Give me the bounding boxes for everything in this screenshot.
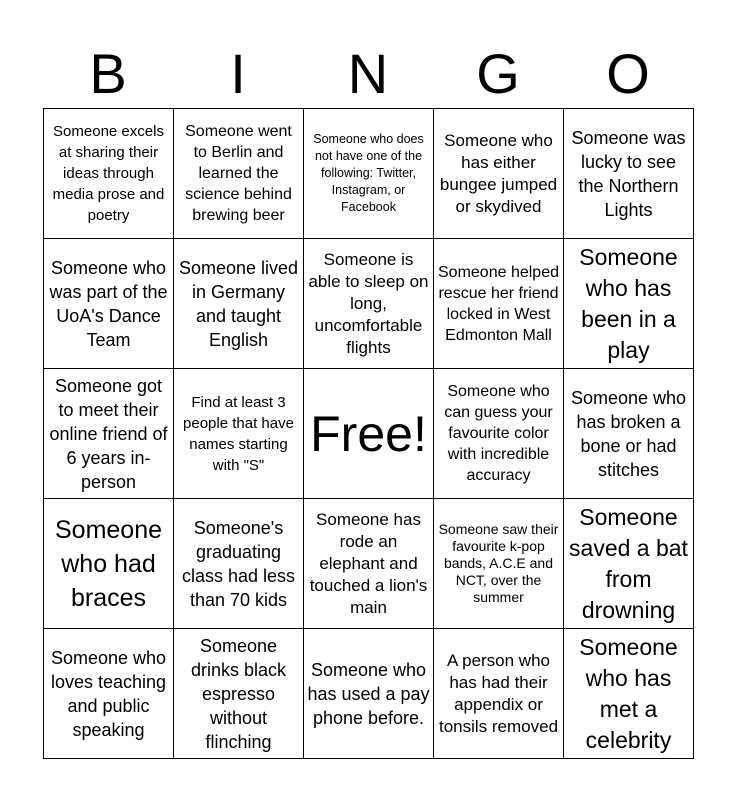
cell-text: Someone who can guess your favourite color with incredible accuracy	[444, 383, 553, 484]
cell-text: Someone saved a bat from drowning	[569, 503, 688, 623]
header-letter-i: I	[230, 42, 246, 105]
bingo-cell-r1-c1[interactable]	[43, 108, 174, 239]
bingo-cell-r4-c2[interactable]	[173, 498, 304, 629]
bingo-cell-r1-c3[interactable]	[303, 108, 434, 239]
cell-text: Someone has rode an elephant and touched a lion's main	[309, 509, 428, 617]
cell-text: Someone excels at sharing their ideas through media prose and poetry	[52, 123, 165, 224]
cell-text: Someone's graduating class had less than 70 kids	[181, 517, 296, 610]
cell-text: Someone who has used a pay phone before.	[307, 659, 430, 728]
cell-text: A person who has had their appendix or tonsils removed	[438, 650, 559, 736]
bingo-cell-r3-c5[interactable]	[563, 368, 694, 499]
bingo-cell-r3-c1[interactable]	[43, 368, 174, 499]
bingo-header	[43, 40, 693, 108]
bingo-cell-r5-c5[interactable]	[563, 628, 694, 759]
cell-text: Find at least 3 people that have names starting with "S"	[183, 393, 294, 474]
free-space-text: Free!	[310, 405, 427, 462]
bingo-cell-r2-c2[interactable]	[173, 238, 304, 369]
cell-text: Someone who loves teaching and public speaking	[50, 647, 167, 740]
cell-text: Someone who has broken a bone or had stitches	[570, 387, 687, 480]
bingo-cell-r2-c4[interactable]	[433, 238, 564, 369]
bingo-cell-r4-c4[interactable]	[433, 498, 564, 629]
bingo-cell-free[interactable]	[303, 368, 434, 499]
header-letter-o: O	[606, 42, 650, 105]
cell-text: Someone is able to sleep on long, uncomfortable flights	[308, 249, 429, 357]
cell-text: Someone who was part of the UoA's Dance Team	[49, 257, 168, 350]
cell-text: Someone drinks black espresso without flinching	[190, 635, 287, 752]
cell-text: Someone was lucky to see the Northern Lights	[571, 127, 686, 220]
cell-text: Someone who has met a celebrity	[579, 633, 678, 753]
bingo-cell-r3-c2[interactable]	[173, 368, 304, 499]
bingo-cell-r1-c4[interactable]	[433, 108, 564, 239]
bingo-cell-r2-c5[interactable]	[563, 238, 694, 369]
cell-text: Someone lived in Germany and taught English	[178, 257, 299, 350]
cell-text: Someone saw their favourite k-pop bands, A.C.E and NCT, over the summer	[438, 521, 559, 605]
bingo-cell-r3-c4[interactable]	[433, 368, 564, 499]
bingo-cell-r5-c3[interactable]	[303, 628, 434, 759]
bingo-cell-r2-c3[interactable]	[303, 238, 434, 369]
bingo-cell-r4-c3[interactable]	[303, 498, 434, 629]
header-letter-g: G	[476, 42, 520, 105]
bingo-cell-r5-c2[interactable]	[173, 628, 304, 759]
cell-text: Someone helped rescue her friend locked in West Edmonton Mall	[438, 263, 559, 344]
bingo-cell-r5-c1[interactable]	[43, 628, 174, 759]
cell-text: Someone got to meet their online friend of 6 years in-person	[49, 375, 168, 492]
bingo-cell-r2-c1[interactable]	[43, 238, 174, 369]
cell-text: Someone who had braces	[54, 515, 163, 612]
bingo-cell-r1-c5[interactable]	[563, 108, 694, 239]
bingo-grid	[43, 108, 693, 758]
cell-text: Someone went to Berlin and learned the science behind brewing beer	[185, 123, 292, 224]
cell-text: Someone who has either bungee jumped or skydived	[439, 130, 558, 216]
header-letter-b: B	[89, 42, 127, 105]
bingo-cell-r4-c1[interactable]	[43, 498, 174, 629]
bingo-cell-r1-c2[interactable]	[173, 108, 304, 239]
cell-text: Someone who has been in a play	[579, 243, 678, 363]
cell-text: Someone who does not have one of the following: Twitter, Instagram, or Facebook	[313, 132, 424, 214]
bingo-cell-r4-c5[interactable]	[563, 498, 694, 629]
bingo-cell-r5-c4[interactable]	[433, 628, 564, 759]
header-letter-n: N	[347, 42, 389, 105]
